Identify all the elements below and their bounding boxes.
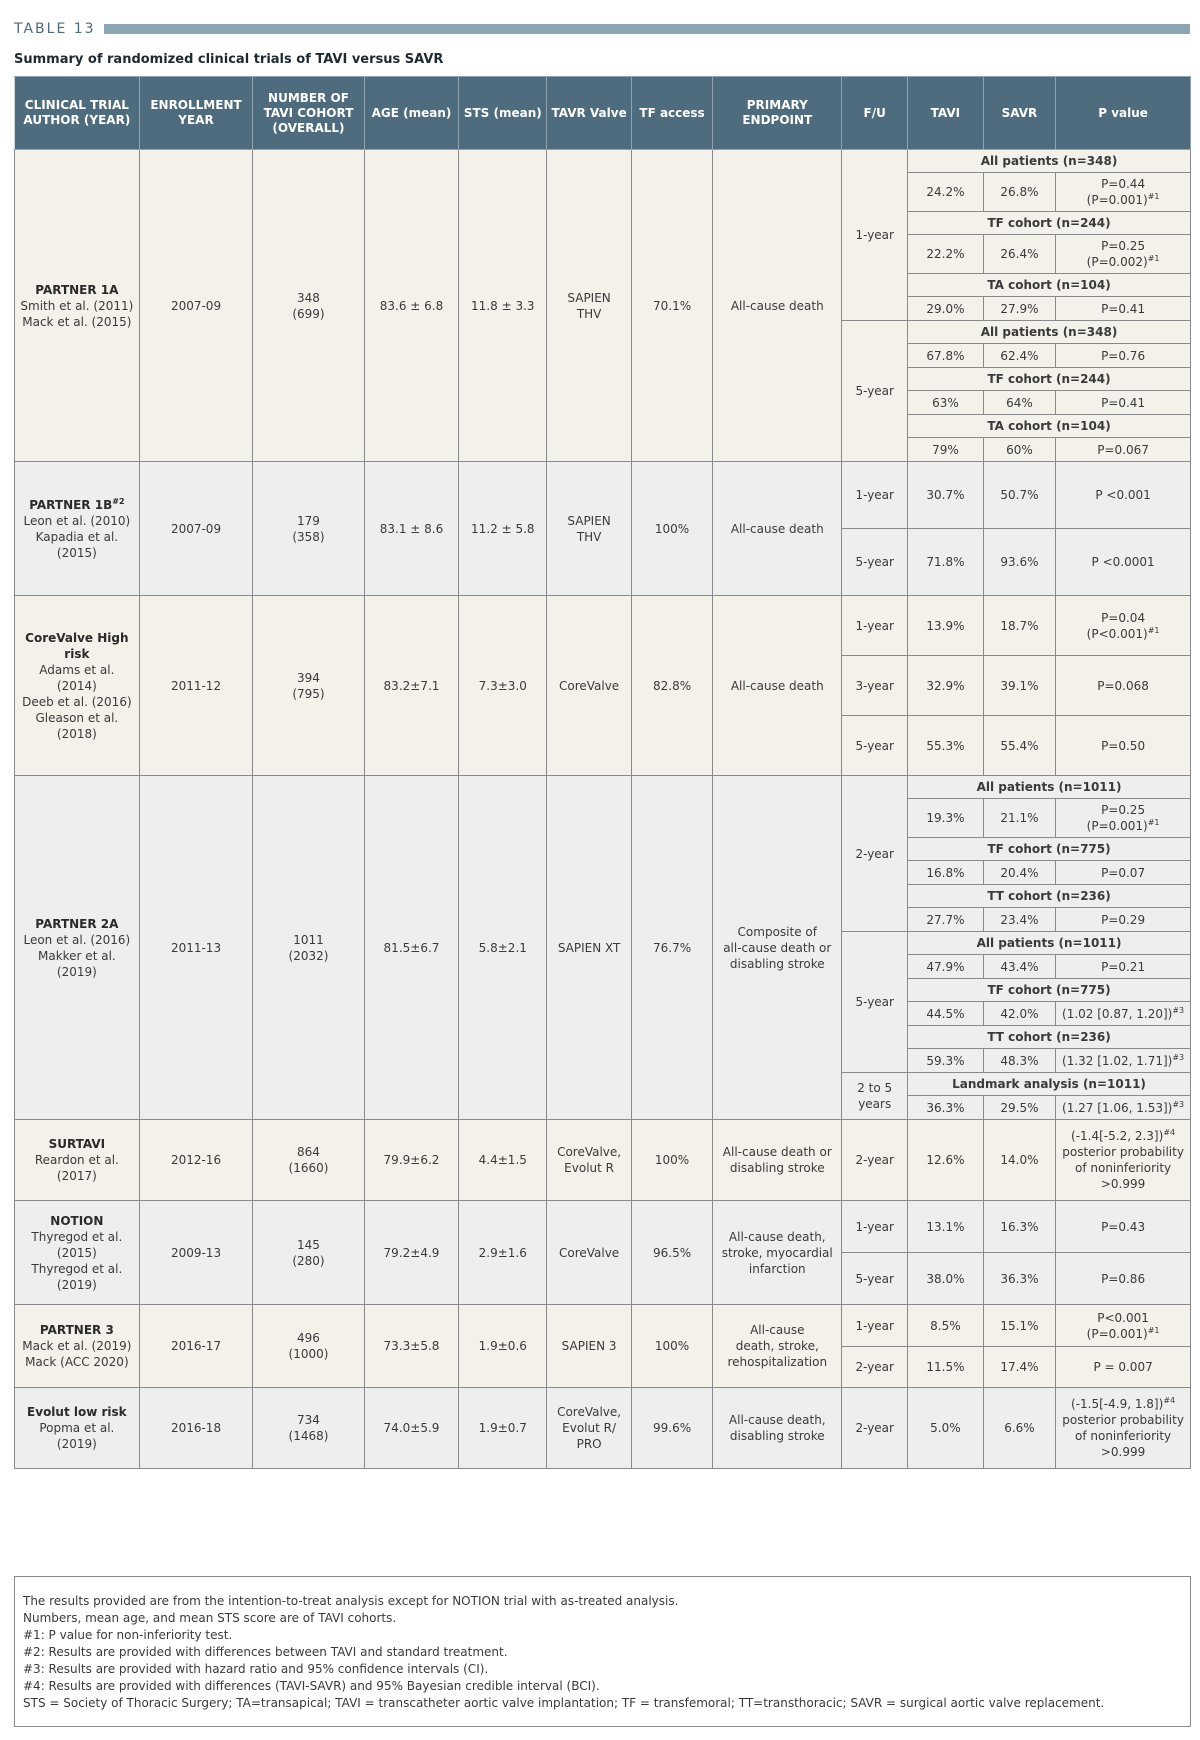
tavi-value: 22.2% xyxy=(908,235,984,274)
tavi-value: 5.0% xyxy=(908,1388,984,1469)
savr-value: 55.4% xyxy=(983,716,1055,776)
subgroup-header: All patients (n=1011) xyxy=(908,932,1191,955)
p-value: P=0.86 xyxy=(1056,1253,1191,1305)
valve-cell: CoreValve, Evolut R xyxy=(547,1120,632,1201)
valve-cell: SAPIEN 3 xyxy=(547,1305,632,1388)
endpoint-cell: All-cause death xyxy=(713,462,842,596)
fu-cell: 2 to 5 years xyxy=(842,1073,908,1120)
age-cell: 81.5±6.7 xyxy=(364,776,459,1120)
p-value: P=0.76 xyxy=(1056,344,1191,368)
savr-value: 62.4% xyxy=(983,344,1055,368)
table-row xyxy=(15,1388,1191,1469)
p-value: (1.27 [1.06, 1.53])$^{\#3}$ xyxy=(1056,1096,1191,1120)
savr-value: 18.7% xyxy=(983,596,1055,656)
cohort-cell: 145 (280) xyxy=(253,1201,364,1305)
footnote-line: #2: Results are provided with differences between TAVI and standard treatment. xyxy=(23,1645,508,1659)
subgroup-header: All patients (n=1011) xyxy=(908,776,1191,799)
p-value: P <0.0001 xyxy=(1056,529,1191,596)
tavi-value: 55.3% xyxy=(908,716,984,776)
valve-cell: SAPIEN XT xyxy=(547,776,632,1120)
enrollment-cell: 2011-13 xyxy=(139,776,253,1120)
fu-cell: 2-year xyxy=(842,1388,908,1469)
cohort-cell: 496 (1000) xyxy=(253,1305,364,1388)
trial-surtavi xyxy=(15,1120,1191,1201)
subgroup-header: TA cohort (n=104) xyxy=(908,415,1191,438)
subgroup-header: TT cohort (n=236) xyxy=(908,1026,1191,1049)
endpoint-cell: All-cause death, stroke, rehospitalization xyxy=(713,1305,842,1388)
valve-cell: CoreValve xyxy=(547,596,632,776)
header-pvalue: P value xyxy=(1056,77,1191,150)
fu-cell: 1-year xyxy=(842,1305,908,1347)
enrollment-cell: 2007-09 xyxy=(139,150,253,462)
tavi-value: 36.3% xyxy=(908,1096,984,1120)
savr-value: 6.6% xyxy=(983,1388,1055,1469)
p-value: P=0.44 (P=0.001)$^{\#1}$ xyxy=(1056,173,1191,212)
tavi-value: 24.2% xyxy=(908,173,984,212)
tavi-value: 13.9% xyxy=(908,596,984,656)
savr-value: 43.4% xyxy=(983,955,1055,979)
tavi-value: 71.8% xyxy=(908,529,984,596)
fu-cell: 5-year xyxy=(842,529,908,596)
enrollment-cell: 2016-18 xyxy=(139,1388,253,1469)
p-value: P <0.001 xyxy=(1056,462,1191,529)
sts-cell: 7.3±3.0 xyxy=(459,596,547,776)
trial-cell: PARTNER 3 Mack et al. (2019) Mack (ACC 2020) xyxy=(15,1305,140,1388)
p-value: P=0.21 xyxy=(1056,955,1191,979)
tavi-value: 12.6% xyxy=(908,1120,984,1201)
fu-cell: 2-year xyxy=(842,1347,908,1388)
savr-value: 48.3% xyxy=(983,1049,1055,1073)
savr-value: 50.7% xyxy=(983,462,1055,529)
endpoint-cell: All-cause death, stroke, myocardial infarction xyxy=(713,1201,842,1305)
endpoint-cell: Composite of all-cause death or disabling stroke xyxy=(713,776,842,1120)
trial-cell: SURTAVI Reardon et al. (2017) xyxy=(15,1120,140,1201)
savr-value: 60% xyxy=(983,438,1055,462)
savr-value: 20.4% xyxy=(983,861,1055,885)
table-row xyxy=(15,1120,1191,1201)
tavi-value: 79% xyxy=(908,438,984,462)
p-value: P=0.25 (P=0.002)$^{\#1}$ xyxy=(1056,235,1191,274)
savr-value: 15.1% xyxy=(983,1305,1055,1347)
fu-cell: 2-year xyxy=(842,776,908,932)
table-label: TABLE 13 xyxy=(14,21,96,37)
savr-value: 14.0% xyxy=(983,1120,1055,1201)
subgroup-header: TT cohort (n=236) xyxy=(908,885,1191,908)
trial-cell: PARTNER $1B^{\#2}$ Leon et al. (2010) Kapadia et al. (2015) xyxy=(15,462,140,596)
savr-value: 39.1% xyxy=(983,656,1055,716)
tavi-value: 27.7% xyxy=(908,908,984,932)
header-valve: TAVR Valve xyxy=(547,77,632,150)
footnote-line: Numbers, mean age, and mean STS score are of TAVI cohorts. xyxy=(23,1611,397,1625)
enrollment-cell: 2011-12 xyxy=(139,596,253,776)
table-row xyxy=(15,776,1191,799)
footnote-line: STS = Society of Thoracic Surgery; TA=transapical; TAVI = transcatheter aortic valve implantation; TF = transfemoral; TT=transthoracic; SAVR = surgical aortic valve replacement. xyxy=(23,1696,1105,1710)
sts-cell: 2.9±1.6 xyxy=(459,1201,547,1305)
tavi-value: 38.0% xyxy=(908,1253,984,1305)
subgroup-header: TA cohort (n=104) xyxy=(908,274,1191,297)
enrollment-cell: 2009-13 xyxy=(139,1201,253,1305)
valve-cell: CoreValve, Evolut R/ PRO xyxy=(547,1388,632,1469)
subgroup-header: TF cohort (n=775) xyxy=(908,838,1191,861)
p-value: P=0.25 (P=0.001)$^{\#1}$ xyxy=(1056,799,1191,838)
p-value: P<0.001 (P=0.001)$^{\#1}$ xyxy=(1056,1305,1191,1347)
header-enrollment: ENROLLMENT YEAR xyxy=(139,77,253,150)
trial-cell: PARTNER 2A Leon et al. (2016) Makker et al. (2019) xyxy=(15,776,140,1120)
fu-cell: 1-year xyxy=(842,462,908,529)
subgroup-header: TF cohort (n=244) xyxy=(908,212,1191,235)
cohort-cell: 348 (699) xyxy=(253,150,364,462)
p-value: (1.32 [1.02, 1.71])$^{\#3}$ xyxy=(1056,1049,1191,1073)
endpoint-cell: All-cause death or disabling stroke xyxy=(713,1120,842,1201)
sts-cell: 1.9±0.6 xyxy=(459,1305,547,1388)
trial-partner-3 xyxy=(15,1305,1191,1388)
tf-cell: 100% xyxy=(631,1120,712,1201)
header-endpoint: PRIMARY ENDPOINT xyxy=(713,77,842,150)
cohort-cell: 864 (1660) xyxy=(253,1120,364,1201)
tf-cell: 100% xyxy=(631,1305,712,1388)
sts-cell: 1.9±0.7 xyxy=(459,1388,547,1469)
sts-cell: 4.4±1.5 xyxy=(459,1120,547,1201)
savr-value: 29.5% xyxy=(983,1096,1055,1120)
trial-evolut-low-risk xyxy=(15,1388,1191,1469)
subgroup-header: TF cohort (n=775) xyxy=(908,979,1191,1002)
subgroup-header: Landmark analysis (n=1011) xyxy=(908,1073,1191,1096)
sts-cell: 11.8 ± 3.3 xyxy=(459,150,547,462)
tavi-value: 29.0% xyxy=(908,297,984,321)
tf-cell: 76.7% xyxy=(631,776,712,1120)
tavi-value: 47.9% xyxy=(908,955,984,979)
endpoint-cell: All-cause death xyxy=(713,596,842,776)
sts-cell: 5.8±2.1 xyxy=(459,776,547,1120)
footnote-line: #1: P value for non-inferiority test. xyxy=(23,1628,233,1642)
tavi-value: 44.5% xyxy=(908,1002,984,1026)
endpoint-cell: All-cause death, disabling stroke xyxy=(713,1388,842,1469)
header-row xyxy=(15,77,1191,150)
header-trial: CLINICAL TRIAL AUTHOR (YEAR) xyxy=(15,77,140,150)
tavi-value: 8.5% xyxy=(908,1305,984,1347)
p-value: P=0.07 xyxy=(1056,861,1191,885)
savr-value: 21.1% xyxy=(983,799,1055,838)
footnote-line: The results provided are from the intention-to-treat analysis except for NOTION trial with as-treated analysis. xyxy=(23,1594,679,1608)
p-value: P=0.067 xyxy=(1056,438,1191,462)
enrollment-cell: 2007-09 xyxy=(139,462,253,596)
age-cell: 79.9±6.2 xyxy=(364,1120,459,1201)
p-value: P=0.29 xyxy=(1056,908,1191,932)
header-sts: STS (mean) xyxy=(459,77,547,150)
age-cell: 83.2±7.1 xyxy=(364,596,459,776)
table-row xyxy=(15,1305,1191,1347)
p-value: P=0.04 (P<0.001)$^{\#1}$ xyxy=(1056,596,1191,656)
fu-cell: 5-year xyxy=(842,716,908,776)
fu-cell: 1-year xyxy=(842,150,908,321)
tavi-value: 67.8% xyxy=(908,344,984,368)
tavi-value: 19.3% xyxy=(908,799,984,838)
cohort-cell: 394 (795) xyxy=(253,596,364,776)
header-tf: TF access xyxy=(631,77,712,150)
trial-partner-1a xyxy=(15,150,1191,462)
trial-partner-2a xyxy=(15,776,1191,1120)
tavi-value: 59.3% xyxy=(908,1049,984,1073)
trial-cell: CoreValve High risk Adams et al. (2014) Deeb et al. (2016) Gleason et al. (2018) xyxy=(15,596,140,776)
p-value: P=0.41 xyxy=(1056,391,1191,415)
trials-table xyxy=(14,76,1191,1469)
fu-cell: 1-year xyxy=(842,596,908,656)
subgroup-header: TF cohort (n=244) xyxy=(908,368,1191,391)
table-footnotes xyxy=(14,1576,1191,1727)
table-row xyxy=(15,1201,1191,1253)
p-value: P=0.41 xyxy=(1056,297,1191,321)
enrollment-cell: 2016-17 xyxy=(139,1305,253,1388)
savr-value: 36.3% xyxy=(983,1253,1055,1305)
cohort-cell: 734 (1468) xyxy=(253,1388,364,1469)
trial-cell: Evolut low risk Popma et al. (2019) xyxy=(15,1388,140,1469)
savr-value: 42.0% xyxy=(983,1002,1055,1026)
cohort-cell: 1011 (2032) xyxy=(253,776,364,1120)
tavi-value: 63% xyxy=(908,391,984,415)
savr-value: 93.6% xyxy=(983,529,1055,596)
savr-value: 17.4% xyxy=(983,1347,1055,1388)
table-row xyxy=(15,462,1191,529)
fu-cell: 2-year xyxy=(842,1120,908,1201)
fu-cell: 1-year xyxy=(842,1201,908,1253)
label-rule xyxy=(104,24,1190,34)
tf-cell: 96.5% xyxy=(631,1201,712,1305)
tf-cell: 100% xyxy=(631,462,712,596)
tavi-value: 13.1% xyxy=(908,1201,984,1253)
fu-cell: 5-year xyxy=(842,321,908,462)
age-cell: 74.0±5.9 xyxy=(364,1388,459,1469)
age-cell: 83.1 ± 8.6 xyxy=(364,462,459,596)
savr-value: 26.4% xyxy=(983,235,1055,274)
p-value: P=0.43 xyxy=(1056,1201,1191,1253)
p-value: P=0.50 xyxy=(1056,716,1191,776)
valve-cell: CoreValve xyxy=(547,1201,632,1305)
table-label-bar xyxy=(14,22,1190,36)
footnote-line: #4: Results are provided with differences (TAVI-SAVR) and 95% Bayesian credible interval (BCI). xyxy=(23,1679,600,1693)
p-value: (1.02 [0.87, 1.20])$^{\#3}$ xyxy=(1056,1002,1191,1026)
savr-value: 64% xyxy=(983,391,1055,415)
endpoint-cell: All-cause death xyxy=(713,150,842,462)
tavi-value: 16.8% xyxy=(908,861,984,885)
tf-cell: 99.6% xyxy=(631,1388,712,1469)
table-caption: Summary of randomized clinical trials of TAVI versus SAVR xyxy=(14,52,444,67)
header-age: AGE (mean) xyxy=(364,77,459,150)
age-cell: 83.6 ± 6.8 xyxy=(364,150,459,462)
savr-value: 27.9% xyxy=(983,297,1055,321)
p-value: P = 0.007 xyxy=(1056,1347,1191,1388)
trial-cell: NOTION Thyregod et al. (2015) Thyregod et al. (2019) xyxy=(15,1201,140,1305)
trial-notion xyxy=(15,1201,1191,1305)
age-cell: 73.3±5.8 xyxy=(364,1305,459,1388)
savr-value: 26.8% xyxy=(983,173,1055,212)
header-savr: SAVR xyxy=(983,77,1055,150)
fu-cell: 5-year xyxy=(842,932,908,1073)
tavi-value: 11.5% xyxy=(908,1347,984,1388)
header-cohort: NUMBER OF TAVI COHORT (OVERALL) xyxy=(253,77,364,150)
cohort-cell: 179 (358) xyxy=(253,462,364,596)
tf-cell: 70.1% xyxy=(631,150,712,462)
tavi-value: 32.9% xyxy=(908,656,984,716)
sts-cell: 11.2 ± 5.8 xyxy=(459,462,547,596)
savr-value: 16.3% xyxy=(983,1201,1055,1253)
table-row xyxy=(15,596,1191,656)
p-value: P=0.068 xyxy=(1056,656,1191,716)
valve-cell: SAPIEN THV xyxy=(547,462,632,596)
tf-cell: 82.8% xyxy=(631,596,712,776)
subgroup-header: All patients (n=348) xyxy=(908,321,1191,344)
savr-value: 23.4% xyxy=(983,908,1055,932)
footnote-line: #3: Results are provided with hazard ratio and 95% confidence intervals (CI). xyxy=(23,1662,489,1676)
fu-cell: 5-year xyxy=(842,1253,908,1305)
header-tavi: TAVI xyxy=(908,77,984,150)
tavi-value: 30.7% xyxy=(908,462,984,529)
trial-partner-1b xyxy=(15,462,1191,596)
enrollment-cell: 2012-16 xyxy=(139,1120,253,1201)
header-fu: F/U xyxy=(842,77,908,150)
fu-cell: 3-year xyxy=(842,656,908,716)
table-row xyxy=(15,150,1191,173)
subgroup-header: All patients (n=348) xyxy=(908,150,1191,173)
p-value: (-1.5[-4.9, 1.8])$^{\#4}$ posterior probability of noninferiority >0.999 xyxy=(1056,1388,1191,1469)
p-value: (-1.4[-5.2, 2.3])$^{\#4}$ posterior probability of noninferiority >0.999 xyxy=(1056,1120,1191,1201)
trial-corevalve-high-risk xyxy=(15,596,1191,776)
age-cell: 79.2±4.9 xyxy=(364,1201,459,1305)
valve-cell: SAPIEN THV xyxy=(547,150,632,462)
trial-cell: PARTNER 1A Smith et al. (2011) Mack et al. (2015) xyxy=(15,150,140,462)
